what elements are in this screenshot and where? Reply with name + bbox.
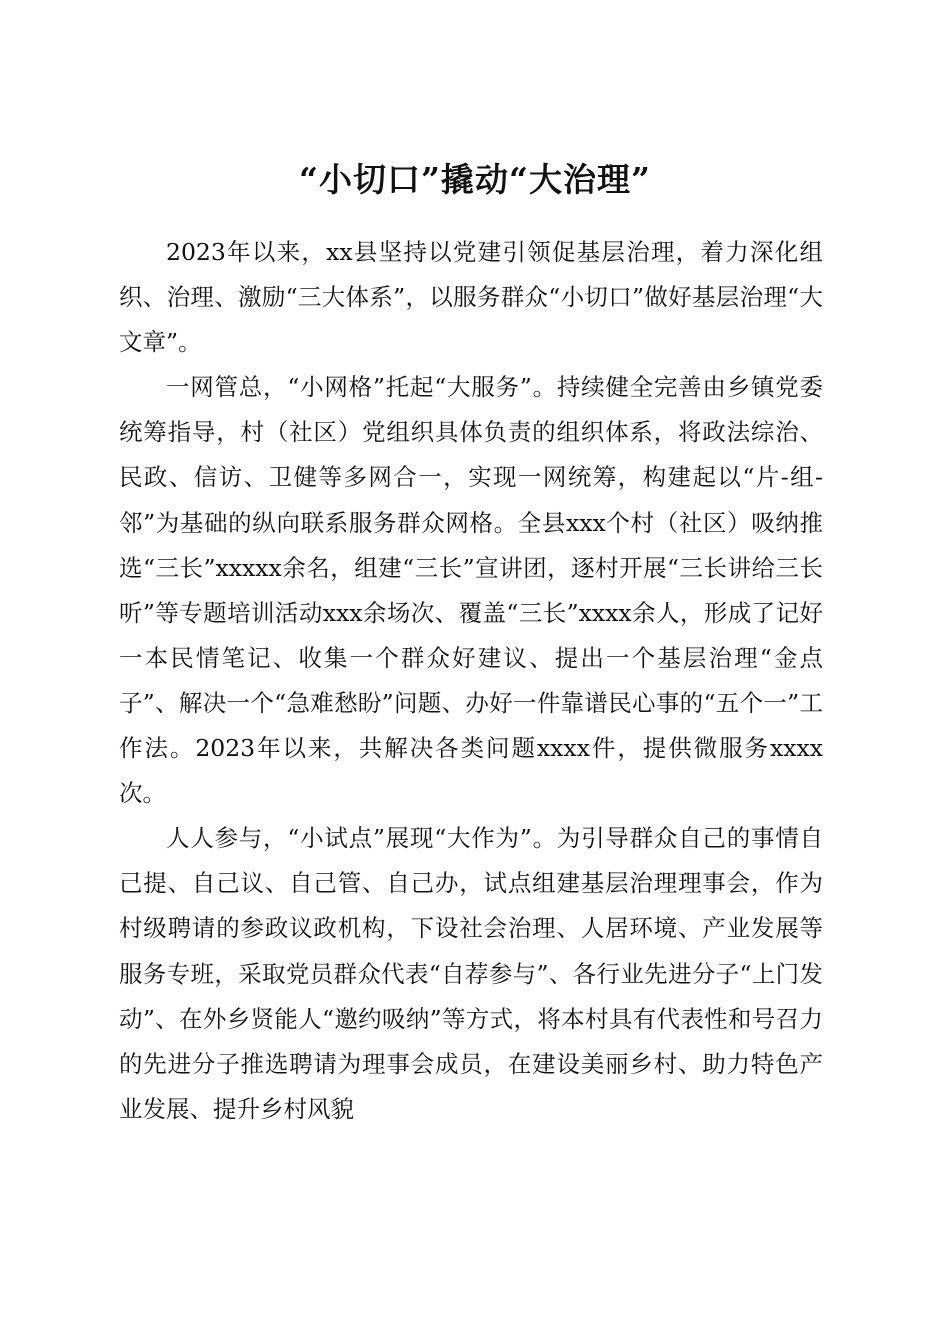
document-body — [119, 230, 823, 1132]
paragraph-pilot-participation: 人人参与，“小试点”展现“大作为”。为引导群众自己的事情自己提、自己议、自己管、自己办，试点组建基层治理理事会，作为村级聘请的参政议政机构，下设社会治理、人居环境、产业发展等服务专班，采取党员群众代表“自荐参与”、各行业先进分子“上门发动”、在外乡贤能人“邀约吸纳”等方式，将本村具有代表性和号召力的先进分子推选聘请为理事会成员，在建设美丽乡村、助力特色产业发展、提升乡村风貌 — [119, 824, 823, 1123]
paragraph-grid-service: 一网管总，“小网格”托起“大服务”。持续健全完善由乡镇党委统筹指导，村（社区）党组织具体负责的组织体系，将政法综治、民政、信访、卫健等多网合一，实现一网统筹，构建起以“片-组-邻”为基础的纵向联系服务群众网格。全县xxx个村（社区）吸纳推选“三长”xxxxx余名，组建“三长”宣讲团，逐村开展“三长讲给三长听”等专题培训活动xxx余场次、覆盖“三长”xxxx余人，形成了记好一本民情笔记、收集一个群众好建议、提出一个基层治理“金点子”、解决一个“急难愁盼”问题、办好一件靠谱民心事的“五个一”工作法。2023年以来，共解决各类问题xxxx件，提供微服务xxxx次。 — [119, 373, 823, 808]
paragraph-intro: 2023年以来，xx县坚持以党建引领促基层治理，着力深化组织、治理、激励“三大体系”，以服务群众“小切口”做好基层治理“大文章”。 — [119, 238, 823, 357]
document-title: “小切口”撬动“大治理” — [299, 160, 651, 200]
